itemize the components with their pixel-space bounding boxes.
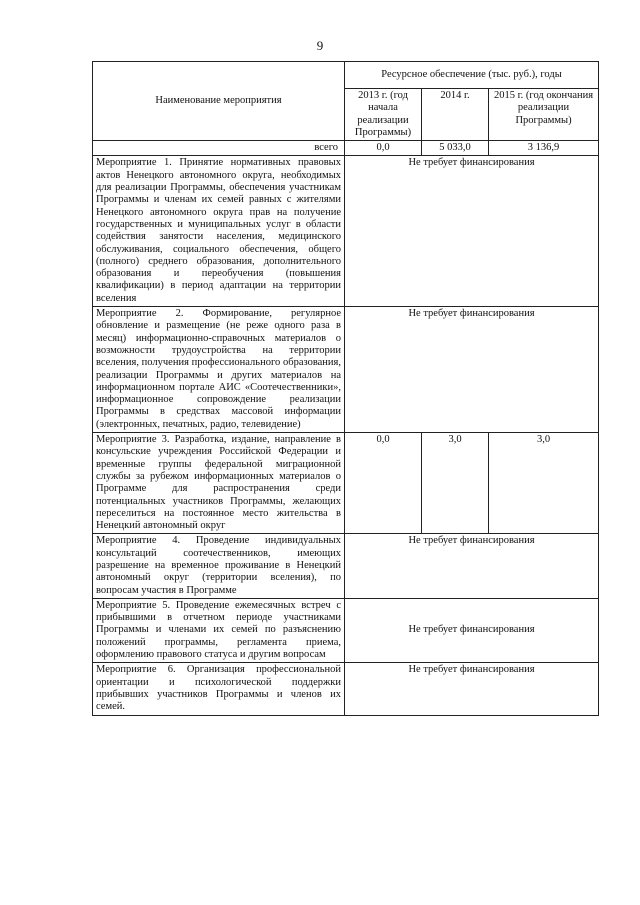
measure-3-2015: 3,0	[489, 433, 599, 534]
table-row	[93, 663, 599, 715]
resource-table	[92, 61, 599, 716]
table-header-row-1	[93, 62, 599, 89]
measure-column-header: Наименование мероприятия	[93, 62, 345, 141]
measure-3-2014: 3,0	[422, 433, 489, 534]
table-row	[93, 307, 599, 433]
funding-1: Не требует финансирования	[345, 156, 599, 307]
table-row	[93, 534, 599, 598]
total-row	[93, 141, 599, 156]
measure-2: Мероприятие 2. Формирование, регулярное обновление и размещение (не реже одного раза в месяц) информационно-справочных материалов о возможности трудоустройства на территории вселения, получения профессионального образования, реализации Программы и других материалов на информационном портале АИС «Соотечественники», информационное сопровождение реализации Программы в средствах массовой информации (электронных, печатных, радио, телевидение)	[93, 307, 345, 433]
total-2013: 0,0	[345, 141, 422, 156]
measure-5: Мероприятие 5. Проведение ежемесячных встреч с прибывшими в отчетном периоде участниками Программы и членами их семей по разъяснению положений программы, регламента приема, оформлению правового статуса и другим вопросам	[93, 598, 345, 662]
measure-4: Мероприятие 4. Проведение индивидуальных консультаций соотечественников, имеющих разрешение на временное проживание в Ненецкий автономный округ (территории вселения), по вопросам участия в Программе	[93, 534, 345, 598]
total-2014: 5 033,0	[422, 141, 489, 156]
funding-4: Не требует финансирования	[345, 534, 599, 598]
funding-5: Не требует финансирования	[345, 598, 599, 662]
page-number: 9	[316, 38, 324, 53]
year-2013-header: 2013 г. (год начала реализации Программы)	[345, 89, 422, 141]
resource-column-header: Ресурсное обеспечение (тыс. руб.), годы	[345, 62, 599, 89]
year-2015-header: 2015 г. (год окончания реализации Программы)	[489, 89, 599, 141]
funding-2: Не требует финансирования	[345, 307, 599, 433]
table-row	[93, 433, 599, 534]
measure-3: Мероприятие 3. Разработка, издание, направление в консульские учреждения Российской Федерации и временные группы федеральной миграционной службы за рубежом информационных материалов о Программе для распространения среди потенциальных участников Программы, желающих переселиться на постоянное место жительства в Ненецкий автономный округ	[93, 433, 345, 534]
total-label: всего	[93, 141, 345, 156]
measure-6: Мероприятие 6. Организация профессиональной ориентации и психологической поддержки прибывших участников Программы и членов их семей.	[93, 663, 345, 715]
table-row	[93, 156, 599, 307]
table-row	[93, 598, 599, 662]
total-2015: 3 136,9	[489, 141, 599, 156]
measure-3-2013: 0,0	[345, 433, 422, 534]
measure-1: Мероприятие 1. Принятие нормативных правовых актов Ненецкого автономного округа, необходимых для реализации Программы, обеспечения участникам Программы и членам их семей равных с жителями Ненецкого автономного округа прав на получение государственных и муниципальных услуг в области содействия занятости населения, медицинского обслуживания, социального обеспечения, общего (полного) среднего образования, дополнительного образования и переобучения (повышения квалификации) в период адаптации на территории вселения	[93, 156, 345, 307]
year-2014-header: 2014 г.	[422, 89, 489, 141]
funding-6: Не требует финансирования	[345, 663, 599, 715]
